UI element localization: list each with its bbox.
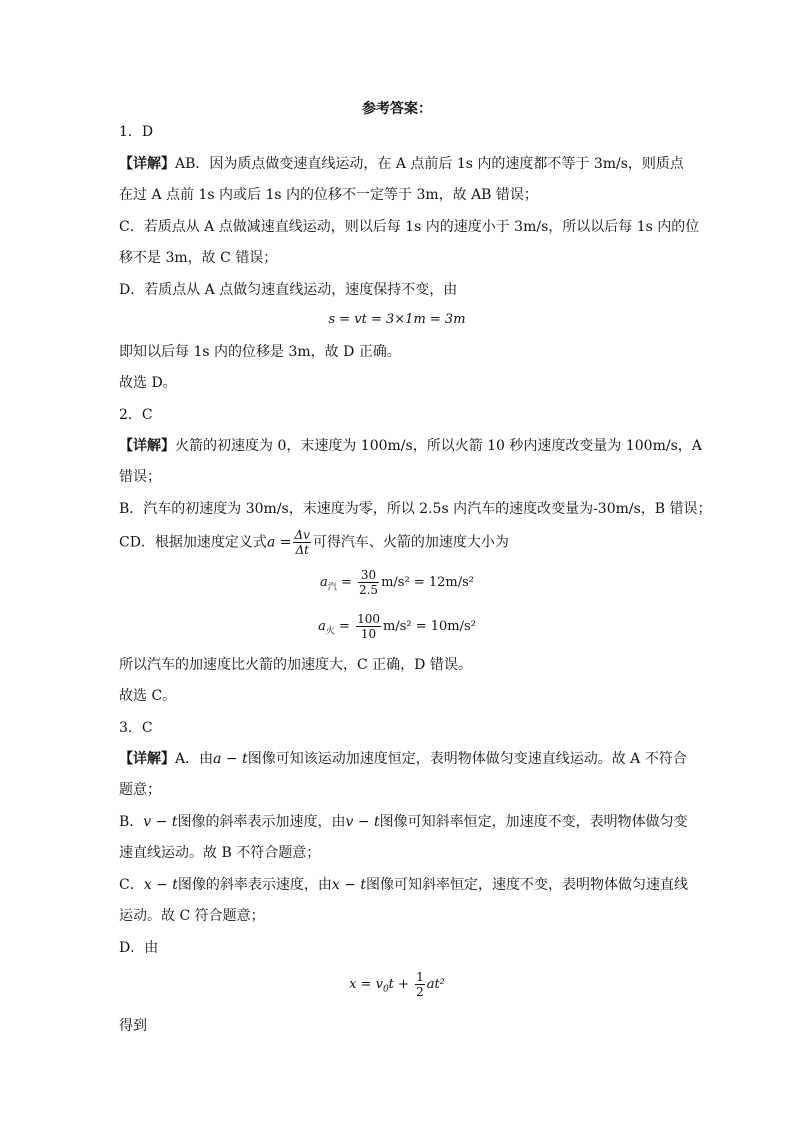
- q3-line-5: C．x − t图像的斜率表示速度，由x − t图像可知斜率恒定，速度不变，表明物体做匀速直线: [119, 877, 689, 893]
- q1-equation: s = vt = 3×1m = 3m: [328, 312, 466, 327]
- q1-line-7: 故选 D。: [119, 375, 177, 391]
- q3-line-7: D．由: [119, 940, 159, 956]
- q1-text-1: AB．因为质点做变速直线运动，在 A 点前后 1s 内的速度都不等于 3m/s，则质点: [175, 156, 684, 172]
- q2-line-3: B．汽车的初速度为 30m/s，末速度为零，所以 2.5s 内汽车的速度改变量为-30m/s，B 错误；: [119, 501, 712, 517]
- q2-line-6: 故选 C。: [119, 688, 177, 704]
- accel-def-numerator: Δv: [294, 528, 310, 542]
- q3-line-4: 速直线运动。故 B 不符合题意；: [119, 845, 321, 861]
- car-accel-fraction: $\frac{30}{2.5}$: [358, 568, 379, 597]
- q2-line-4: [119, 528, 679, 557]
- q1-number: 1．D: [119, 124, 154, 140]
- q1-tag: 【详解】: [119, 156, 175, 172]
- q1-line-3: C．若质点从 A 点做减速直线运动，则以后每 1s 内的速度小于 3m/s，所以以后每 1s 内的位: [119, 219, 700, 235]
- q2-line-1: [119, 436, 702, 456]
- q3-line-1: 【详解】A．由a − t图像可知该运动加速度恒定，表明物体做匀变速直线运动。故 A 不符合: [119, 751, 687, 767]
- accel-def-denominator: Δt: [295, 543, 309, 557]
- q3-line-6: 运动。故 C 符合题意；: [119, 908, 265, 924]
- accel-def-fraction: [293, 528, 310, 557]
- q1-line-2: 在过 A 点前 1s 内或后 1s 内的位移不一定等于 3m，故 AB 错误；: [119, 187, 538, 203]
- page-title: 参考答案：: [362, 101, 432, 117]
- q3-tag: 【详解】: [119, 751, 175, 767]
- q3-number: 3．C: [119, 720, 153, 736]
- q3-equation: $x = v_0t$ + $\frac{1}{2}$ at²: [349, 970, 445, 999]
- q2-text-1: 火箭的初速度为 0，末速度为 100m/s，所以火箭 10 秒内速度改变量为 100m/s，A: [175, 438, 702, 454]
- q1-line-6: 即知以后每 1s 内的位移是 3m，故 D 正确。: [119, 344, 401, 360]
- q3-line-3: B．v − t图像的斜率表示加速度，由v − t图像可知斜率恒定，加速度不变，表明物体做匀变: [119, 814, 688, 830]
- q2-line-5: 所以汽车的加速度比火箭的加速度大，C 正确，D 错误。: [119, 657, 472, 673]
- q2-equation-car: $a_汽$ = $\frac{30}{2.5}$ m/s² = 12m/s²: [320, 568, 474, 597]
- q2-text-4a: CD．根据加速度定义式: [119, 534, 267, 551]
- q3-line-2: 题意；: [119, 782, 161, 798]
- q1-line-4: 移不是 3m，故 C 错误；: [119, 250, 278, 266]
- q1-line-5: D．若质点从 A 点做匀速直线运动，速度保持不变，由: [119, 282, 458, 298]
- q2-tag: 【详解】: [119, 438, 175, 454]
- q2-equation-rocket: $a_火$ = $\frac{100}{10}$ m/s² = 10m/s²: [318, 612, 476, 641]
- q3-line-8: 得到: [119, 1018, 147, 1034]
- half-fraction: $\frac{1}{2}$: [416, 970, 424, 999]
- q2-line-2: 错误；: [119, 469, 161, 485]
- q1-line-1: [119, 154, 684, 174]
- q2-number: 2．C: [119, 407, 153, 423]
- accel-def-lhs: a =: [266, 534, 292, 551]
- q2-text-4b: 可得汽车、火箭的加速度大小为: [312, 534, 509, 551]
- rocket-accel-fraction: $\frac{100}{10}$: [357, 612, 380, 641]
